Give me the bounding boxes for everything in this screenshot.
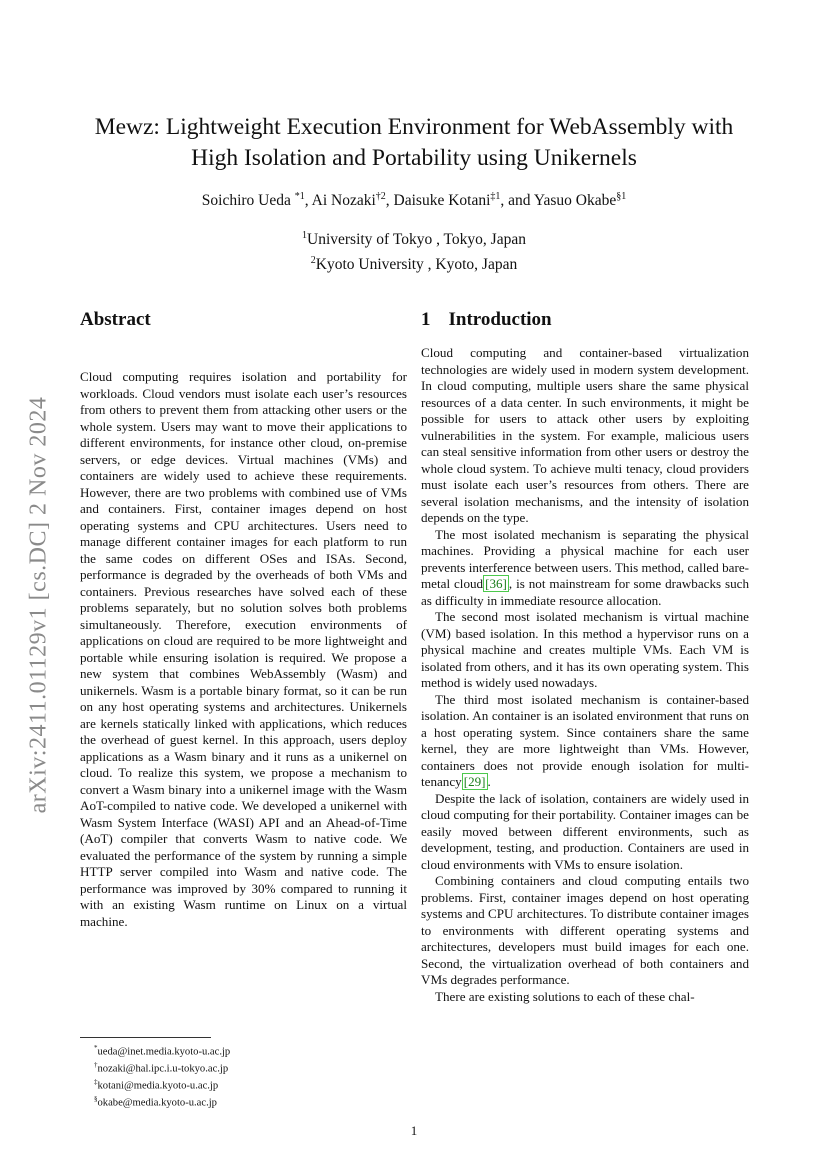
footnote-rule — [80, 1037, 211, 1038]
introduction-heading — [421, 309, 552, 331]
footnote-3 — [80, 1076, 230, 1093]
intro-paragraph-4-text-a: The third most isolated mechanism is container-based isolation. An container is an isolated environment that runs on a host operating system. Since containers share the same kernel, they are more lightweight than VMs. However, containers does not provide enough isolation for multi-tenancy — [421, 691, 749, 789]
affiliation-1-text: University of Tokyo , Tokyo, Japan — [307, 231, 526, 249]
arxiv-identifier-text: arXiv:2411.01129v1 [cs.DC] 2 Nov 2024 — [25, 396, 52, 814]
title-line-1: Mewz: Lightweight Execution Environment for WebAssembly with — [94, 114, 734, 140]
author-1: Soichiro Ueda — [201, 192, 295, 210]
footnote-2-mark: † — [94, 1061, 98, 1070]
introduction-section-number: 1 — [421, 309, 431, 330]
author-2-mark: †2 — [375, 191, 386, 202]
footnote-2-email: nozaki@hal.ipc.i.u-tokyo.ac.jp — [97, 1063, 229, 1075]
citation-link-36[interactable]: [36] — [485, 576, 507, 591]
abstract-paragraph: Cloud computing requires isolation and portability for workloads. Cloud vendors must isolate each user’s resources from others to prevent them from attacking other users or the whole system. Users may want to move their applications to different environments, for instance other cloud, on-premise servers, or edge devices. Virtual machines (VMs) and containers are widely used to achieve these requirements. However, there are two problems with combined use of VMs and containers. First, container images depend on host operating systems and CPU architectures. Users need to manage different container images for each platform to run the same codes on different OSes and ISAs. Second, performance is degraded by the overheads of both VMs and containers. Previous researches have solved each of these problems separately, but no solution solves both problems simultaneously. Therefore, execution environments of applications on cloud are required to be more lightweight and portable while ensuring isolation is required. We propose a new system that combines WebAssembly (Wasm) and unikernels. Wasm is a portable binary format, so it can be run on any host operating systems and architectures. Unikernels are kernels statically linked with applications, which reduces the overhead of guest kernel. In this approach, users deploy applications as a Wasm binary and it runs as a unikernel on cloud. To realize this system, we propose a mechanism to convert a Wasm binary into a unikernel image with the Wasm AoT-compiled to native code. We developed a unikernel with Wasm System Interface (WASI) API and an Ahead-of-Time (AoT) compiler that converts Wasm to native code. We evaluated the performance of the system by running a simple HTTP server compiled into Wasm and native code. The performance was improved by 30% compared to running it with an existing Wasm runtime on Linux on a virtual machine. — [80, 369, 407, 929]
author-3-mark: ‡1 — [490, 191, 501, 202]
author-3: , Daisuke Kotani — [385, 192, 491, 210]
footnote-2 — [80, 1059, 230, 1076]
title-line-2: High Isolation and Portability using Unikernels — [191, 145, 637, 171]
intro-paragraph-2 — [421, 527, 749, 610]
footnote-1 — [80, 1042, 230, 1059]
footnote-3-email: kotani@media.kyoto-u.ac.jp — [97, 1080, 219, 1092]
intro-paragraph-1: Cloud computing and container-based virtualization technologies are widely used in modern system development. In cloud computing, multiple users share the same physical resources of a data center. In such environments, it might be possible for users to attack other users by exploiting vulnerabilities in the system. For example, malicious users can steal sensitive information from other users or destroy the whole cloud system. To achieve multi tenacy, cloud providers must isolate each user’s resources from others. There are several isolation mechanisms, and the intensity of isolation depends on the type. — [421, 345, 749, 525]
arxiv-identifier-stamp — [22, 365, 56, 845]
footnote-4 — [80, 1093, 230, 1110]
author-2: , Ai Nozaki — [304, 192, 376, 210]
page-number: 1 — [410, 1123, 418, 1138]
footnote-4-email: okabe@media.kyoto-u.ac.jp — [97, 1097, 217, 1109]
citation-link-29[interactable]: [29] — [463, 774, 486, 789]
footnote-1-mark: * — [94, 1044, 98, 1052]
footnote-4-mark: § — [94, 1095, 98, 1104]
intro-paragraph-2-text-a: The most isolated mechanism is separating the physical machines. Providing a physical machine for each user prevents interference between users. This method, called bare-metal cloud — [421, 526, 749, 591]
intro-paragraph-5: Despite the lack of isolation, containers are widely used in cloud computing for their portability. Container images can be easily moved between different environments, such as development, testing, and production. Containers are used in cloud environments with VMs to ensure isolation. — [421, 790, 749, 872]
author-4: , and Yasuo Okabe — [500, 192, 617, 210]
affiliation-2 — [80, 250, 748, 275]
author-1-mark: *1 — [294, 191, 305, 202]
introduction-heading-text: Introduction — [448, 309, 552, 330]
intro-paragraph-3: The second most isolated mechanism is virtual machine (VM) based isolation. In this method a hypervisor runs on a physical machine and creates multiple VMs. Each VM is isolated from others, and it has its own operating system. This method is widely used nowadays. — [421, 609, 749, 690]
affiliation-2-mark: 2 — [310, 255, 316, 267]
intro-paragraph-2-text-b: , is not mainstream for some drawbacks such as difficulty in immediate resource allocation. — [421, 576, 749, 608]
affiliations — [80, 225, 748, 275]
intro-paragraph-6: Combining containers and cloud computing entails two problems. First, container images depend on host operating systems and CPU architectures. To distribute container images to environments with different operating systems and architectures, developers must build images for each one. Second, the virtualization overhead of both containers and VMs degrades performance. — [421, 873, 749, 987]
author-list — [80, 191, 748, 210]
paper-title — [80, 112, 748, 174]
affiliation-2-text: Kyoto University , Kyoto, Japan — [315, 256, 518, 274]
footnotes — [80, 1042, 230, 1111]
intro-paragraph-4 — [421, 692, 749, 791]
footnote-1-email: ueda@inet.media.kyoto-u.ac.jp — [97, 1046, 231, 1058]
intro-paragraph-7: There are existing solutions to each of these chal- — [435, 988, 695, 1004]
author-4-mark: §1 — [616, 191, 627, 202]
abstract-body — [80, 369, 407, 930]
affiliation-1 — [80, 225, 748, 250]
footnote-3-mark: ‡ — [94, 1078, 98, 1087]
affiliation-1-mark: 1 — [302, 230, 307, 241]
abstract-heading: Abstract — [80, 309, 151, 330]
intro-paragraph-4-text-b: . — [487, 774, 491, 789]
introduction-body — [421, 345, 749, 1005]
